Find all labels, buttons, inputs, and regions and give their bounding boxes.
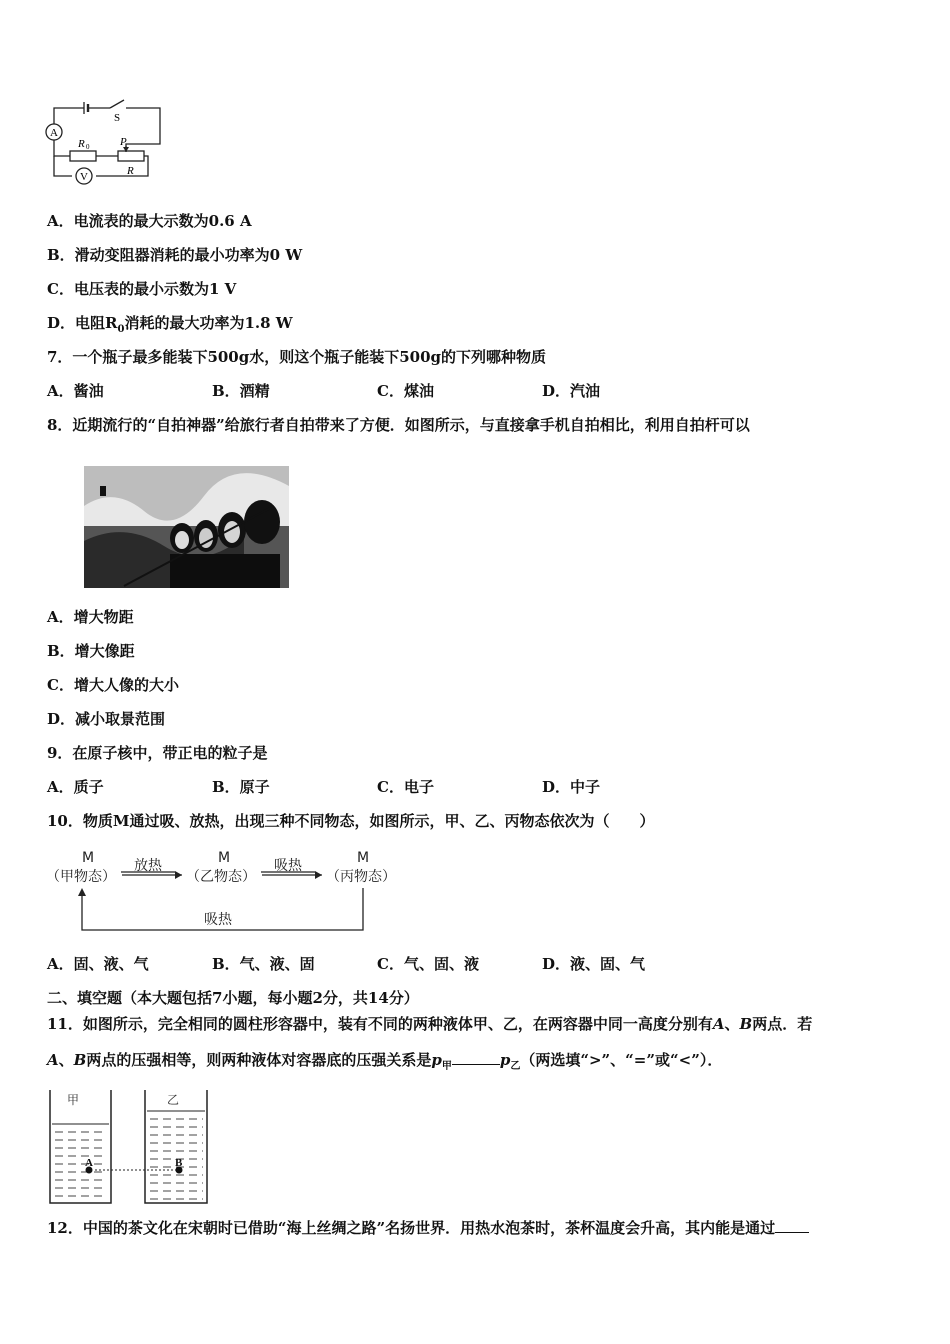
q11-sub-jia: 甲 (441, 1061, 452, 1072)
q11-sep-2: 、 (58, 1051, 74, 1069)
state-3-substance: M (356, 850, 370, 866)
q11-point-a: A (712, 1015, 725, 1033)
state-3-label: （丙物态） (326, 869, 396, 885)
q10-option-b[interactable]: B．气、液、固 (212, 955, 315, 973)
ammeter-label: A (50, 127, 58, 139)
q7-option-c[interactable]: C．煤油 (377, 382, 434, 400)
state-1-substance: M (81, 850, 95, 866)
r0-label: R (78, 138, 85, 150)
voltmeter-label: V (80, 171, 88, 183)
switch-label: S (114, 112, 121, 124)
q11-p-jia: p (431, 1051, 442, 1069)
q11-answer-blank[interactable] (452, 1050, 500, 1065)
fig-point-b: B (175, 1157, 183, 1169)
q6-option-d-suffix: 消耗的最大功率为1.8 W (124, 314, 293, 332)
state-2-label: （乙物态） (186, 869, 256, 885)
q7-option-b[interactable]: B．酒精 (212, 382, 270, 400)
state-2-substance: M (217, 850, 231, 866)
q6-option-d-prefix: D．电阻R (47, 314, 118, 332)
arrow-back-label: 吸热 (204, 912, 232, 928)
q11-line2-tail: （两选填“>”、“=”或“<”）． (520, 1051, 723, 1069)
state-change-diagram (46, 846, 406, 936)
q7-option-d[interactable]: D．汽油 (542, 382, 601, 400)
q11-line1-prefix: 11．如图所示，完全相同的圆柱形容器中，装有不同的两种液体甲、乙，在两容器中同一高度分别有 (47, 1015, 713, 1033)
q11-point-a-2: A (47, 1051, 59, 1069)
rheostat-label: R (127, 165, 134, 177)
selfie-photo (84, 466, 289, 588)
q11-sub-yi: 乙 (510, 1061, 521, 1072)
containers-diagram (47, 1088, 213, 1206)
q11-line2-mid: 两点的压强相等，则两种液体对容器底的压强关系是 (86, 1051, 432, 1069)
q8-option-c[interactable]: C．增大人像的大小 (47, 676, 179, 694)
q11-point-b-2: B (73, 1051, 87, 1069)
q7-option-a[interactable]: A．酱油 (47, 382, 104, 400)
q9-option-c[interactable]: C．电子 (377, 778, 434, 796)
container-jia-label: 甲 (67, 1093, 80, 1107)
q6-option-d[interactable] (47, 313, 293, 340)
q6-option-c[interactable]: C．电压表的最小示数为1 V (47, 280, 237, 298)
q12-stem: 12．中国的茶文化在宋朝时已借助“海上丝绸之路”名扬世界．用热水泡茶时，茶杯温度会升高，其内能是通过 (47, 1219, 776, 1237)
q12-answer-blank[interactable] (775, 1218, 809, 1233)
q11-sep: 、 (724, 1015, 740, 1033)
q10-option-c[interactable]: C．气、固、液 (377, 955, 479, 973)
container-yi-label: 乙 (167, 1093, 180, 1107)
q8-option-d[interactable]: D．减小取景范围 (47, 710, 166, 728)
q9-option-a[interactable]: A．质子 (47, 778, 104, 796)
state-1-label: （甲物态） (46, 869, 116, 885)
q8-option-b[interactable]: B．增大像距 (47, 642, 135, 660)
q11-point-b: B (739, 1015, 753, 1033)
arrow-2-label: 吸热 (274, 858, 302, 874)
q6-option-b[interactable]: B．滑动变阻器消耗的最小功率为0 W (47, 246, 303, 264)
circuit-diagram (40, 94, 172, 190)
q6-option-a[interactable]: A．电流表的最大示数为0.6 A (47, 212, 252, 230)
q12-line (47, 1218, 809, 1238)
q10-option-d[interactable]: D．液、固、气 (542, 955, 646, 973)
r0-subscript: 0 (86, 143, 90, 151)
q10-option-a[interactable]: A．固、液、气 (47, 955, 149, 973)
q7-stem: 7．一个瓶子最多能装下500g水，则这个瓶子能装下500g的下列哪种物质 (47, 348, 547, 366)
fig-point-a: A (85, 1157, 93, 1169)
q11-line-1 (47, 1014, 812, 1034)
section-2-title: 二、填空题（本大题包括7小题，每小题2分，共14分） (47, 989, 419, 1007)
q8-stem: 8．近期流行的“自拍神器”给旅行者自拍带来了方便．如图所示，与直接拿手机自拍相比，利用自拍杆可以 (47, 416, 750, 434)
q9-option-d[interactable]: D．中子 (542, 778, 601, 796)
slider-label: P (120, 136, 127, 148)
q10-stem: 10．物质M通过吸、放热，出现三种不同物态，如图所示，甲、乙、丙物态依次为（ ） (47, 812, 655, 830)
q11-line1-suffix: 两点．若 (752, 1015, 813, 1033)
q6-option-d-subscript: 0 (117, 324, 125, 335)
q8-option-a[interactable]: A．增大物距 (47, 608, 134, 626)
q9-stem: 9．在原子核中，带正电的粒子是 (47, 744, 268, 762)
q11-line-2 (47, 1050, 722, 1077)
q11-p-yi: p (499, 1051, 511, 1069)
arrow-1-label: 放热 (134, 858, 162, 874)
q9-option-b[interactable]: B．原子 (212, 778, 270, 796)
